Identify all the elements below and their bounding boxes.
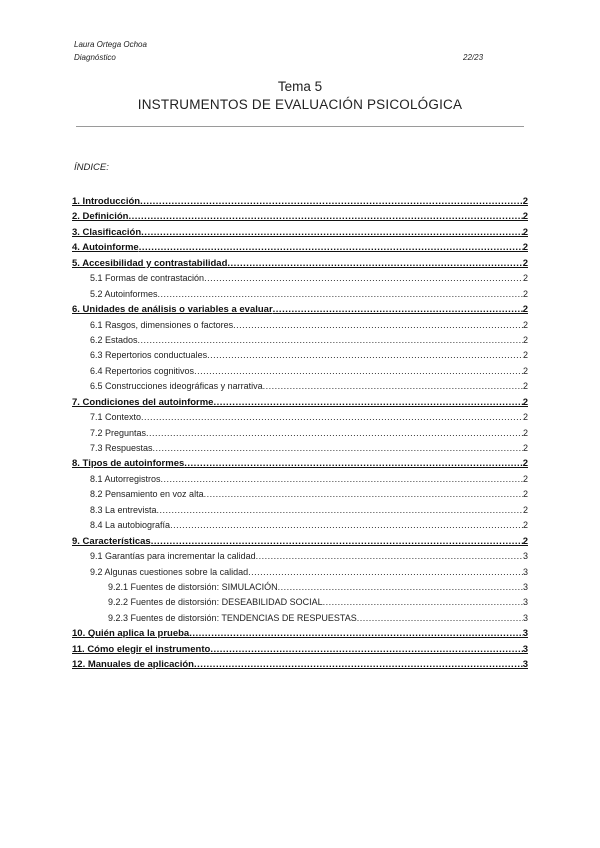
toc-entry[interactable] xyxy=(72,441,528,456)
toc-page: 2 xyxy=(522,458,528,470)
toc-page: 2 xyxy=(522,520,528,531)
toc-entry[interactable] xyxy=(72,534,528,549)
toc-leader xyxy=(141,410,523,425)
toc-leader xyxy=(184,456,522,471)
toc-leader xyxy=(138,333,523,348)
toc-leader xyxy=(273,302,523,317)
toc-label: 8.3 La entrevista xyxy=(90,504,157,515)
toc-leader xyxy=(194,364,523,379)
toc-page: 2 xyxy=(522,334,528,345)
toc-label: 12. Manuales de aplicación xyxy=(72,659,194,671)
toc-label: 6.4 Repertorios cognitivos xyxy=(90,365,195,376)
toc-page: 2 xyxy=(522,288,528,299)
toc-leader xyxy=(227,256,522,271)
toc-leader xyxy=(170,518,523,533)
toc-entry[interactable] xyxy=(72,426,528,441)
toc-page: 3 xyxy=(522,581,528,592)
toc-page: 3 xyxy=(522,643,528,655)
toc-entry[interactable] xyxy=(72,472,528,487)
toc-entry[interactable] xyxy=(72,209,528,224)
toc-entry[interactable] xyxy=(72,410,528,425)
toc-page: 2 xyxy=(522,211,528,223)
toc-entry[interactable] xyxy=(72,626,528,641)
toc-entry[interactable] xyxy=(72,549,528,564)
toc-leader xyxy=(204,487,523,502)
toc-page: 2 xyxy=(522,443,528,453)
header-subject: Diagnóstico xyxy=(74,53,116,62)
toc-page: 3 xyxy=(522,612,528,623)
toc-label: 9.2 Algunas cuestiones sobre la calidad xyxy=(90,566,249,577)
toc-page: 3 xyxy=(522,659,528,671)
toc-label: 4. Autoinforme xyxy=(72,242,139,254)
toc-page: 2 xyxy=(522,535,528,547)
toc-entry[interactable] xyxy=(72,595,528,610)
toc-leader xyxy=(263,379,523,394)
toc-page: 2 xyxy=(522,489,528,500)
toc-leader xyxy=(194,657,523,672)
toc-page: 2 xyxy=(522,365,528,376)
toc-label: 5. Accesibilidad y contrastabilidad xyxy=(72,257,228,269)
toc-leader xyxy=(140,194,523,209)
toc-leader xyxy=(189,626,522,641)
toc-leader xyxy=(323,595,523,610)
toc-page: 2 xyxy=(522,196,528,207)
toc-entry[interactable] xyxy=(72,565,528,580)
toc-page: 3 xyxy=(522,597,528,608)
toc-page: 2 xyxy=(522,412,528,423)
toc-page: 2 xyxy=(522,242,528,254)
toc-page: 2 xyxy=(522,381,528,392)
toc-label: 6. Unidades de análisis o variables a evaluar xyxy=(72,304,273,316)
topic-number: Tema 5 xyxy=(277,79,323,94)
table-of-contents xyxy=(72,194,528,673)
toc-page: 2 xyxy=(522,304,528,316)
toc-entry[interactable] xyxy=(72,379,528,394)
toc-leader xyxy=(161,472,523,487)
toc-label: 10. Quién aplica la prueba xyxy=(72,628,190,640)
toc-entry[interactable] xyxy=(72,287,528,302)
toc-label: 6.2 Estados xyxy=(90,334,138,345)
toc-leader xyxy=(146,426,523,441)
toc-page: 2 xyxy=(522,427,528,438)
index-heading: ÍNDICE: xyxy=(74,162,109,173)
toc-page: 3 xyxy=(522,628,528,640)
toc-page: 2 xyxy=(522,504,528,515)
toc-entry[interactable] xyxy=(72,642,528,657)
header-year: 22/23 xyxy=(463,53,484,62)
toc-label: 9.2.3 Fuentes de distorsión: TENDENCIAS DE RESPUESTAS xyxy=(108,612,357,623)
toc-leader xyxy=(139,240,523,255)
toc-page: 3 xyxy=(522,551,528,562)
toc-entry[interactable] xyxy=(72,518,528,533)
toc-label: 5.1 Formas de contrastación xyxy=(90,273,205,284)
toc-label: 8. Tipos de autoinformes xyxy=(72,458,185,470)
toc-entry[interactable] xyxy=(72,580,528,595)
toc-label: 7. Condiciones del autoinforme xyxy=(72,396,214,408)
toc-leader xyxy=(204,271,523,286)
toc-label: 5.2 Autoinformes xyxy=(90,288,158,299)
toc-label: 8.1 Autorregistros xyxy=(90,473,161,484)
toc-page: 2 xyxy=(522,396,528,408)
page-title: INSTRUMENTOS DE EVALUACIÓN PSICOLÓGICA xyxy=(137,97,463,112)
toc-leader xyxy=(233,318,523,333)
toc-leader xyxy=(357,611,523,626)
toc-entry[interactable] xyxy=(72,240,528,255)
toc-entry[interactable] xyxy=(72,225,528,240)
toc-page: 3 xyxy=(522,566,528,577)
toc-label: 6.1 Rasgos, dimensiones o factores xyxy=(90,319,234,330)
toc-label: 7.1 Contexto xyxy=(90,412,142,423)
toc-leader xyxy=(210,642,522,657)
header-author: Laura Ortega Ochoa xyxy=(74,40,147,49)
toc-label: 8.4 La autobiografía xyxy=(90,520,171,531)
toc-leader xyxy=(256,549,523,564)
toc-entry[interactable] xyxy=(72,318,528,333)
toc-entry[interactable] xyxy=(72,271,528,286)
toc-page: 2 xyxy=(522,473,528,484)
toc-entry[interactable] xyxy=(72,348,528,363)
toc-entry[interactable] xyxy=(72,487,528,502)
toc-leader xyxy=(158,287,523,302)
toc-entry[interactable] xyxy=(72,302,528,317)
toc-label: 7.2 Preguntas xyxy=(90,427,147,438)
toc-page: 2 xyxy=(522,319,528,330)
toc-entry[interactable] xyxy=(72,611,528,626)
toc-label: 9.2.1 Fuentes de distorsión: SIMULACIÓN xyxy=(108,581,278,592)
toc-leader xyxy=(141,225,523,240)
toc-entry[interactable] xyxy=(72,657,528,672)
toc-label: 3. Clasificación xyxy=(72,226,142,238)
toc-label: 9.2.2 Fuentes de distorsión: DESEABILIDAD SOCIAL xyxy=(108,597,323,608)
toc-entry[interactable] xyxy=(72,364,528,379)
toc-entry[interactable] xyxy=(72,456,528,471)
toc-page: 2 xyxy=(522,273,528,284)
toc-label: 8.2 Pensamiento en voz alta xyxy=(90,489,204,500)
toc-leader xyxy=(248,565,523,580)
toc-label: 2. Definición xyxy=(72,211,129,223)
toc-leader xyxy=(157,503,523,518)
toc-entry[interactable] xyxy=(72,194,528,209)
toc-entry[interactable] xyxy=(72,256,528,271)
toc-leader xyxy=(151,534,523,549)
toc-label: 1. Introducción xyxy=(72,196,141,207)
title-divider xyxy=(76,126,524,127)
toc-label: 6.3 Repertorios conductuales xyxy=(90,350,208,361)
toc-entry[interactable] xyxy=(72,395,528,410)
toc-label: 11. Cómo elegir el instrumento xyxy=(72,643,211,655)
toc-leader xyxy=(153,441,523,456)
toc-page: 2 xyxy=(522,257,528,269)
toc-entry[interactable] xyxy=(72,333,528,348)
toc-label: 9. Características xyxy=(72,535,151,547)
toc-leader xyxy=(213,395,522,410)
toc-page: 2 xyxy=(522,226,528,238)
toc-label: 7.3 Respuestas xyxy=(90,443,153,453)
toc-leader xyxy=(207,348,523,363)
toc-label: 9.1 Garantías para incrementar la calidad xyxy=(90,551,256,562)
toc-leader xyxy=(128,209,522,224)
toc-entry[interactable] xyxy=(72,503,528,518)
toc-page: 2 xyxy=(522,350,528,361)
toc-label: 6.5 Construcciones ideográficas y narrativa xyxy=(90,381,263,392)
toc-leader xyxy=(278,580,523,595)
